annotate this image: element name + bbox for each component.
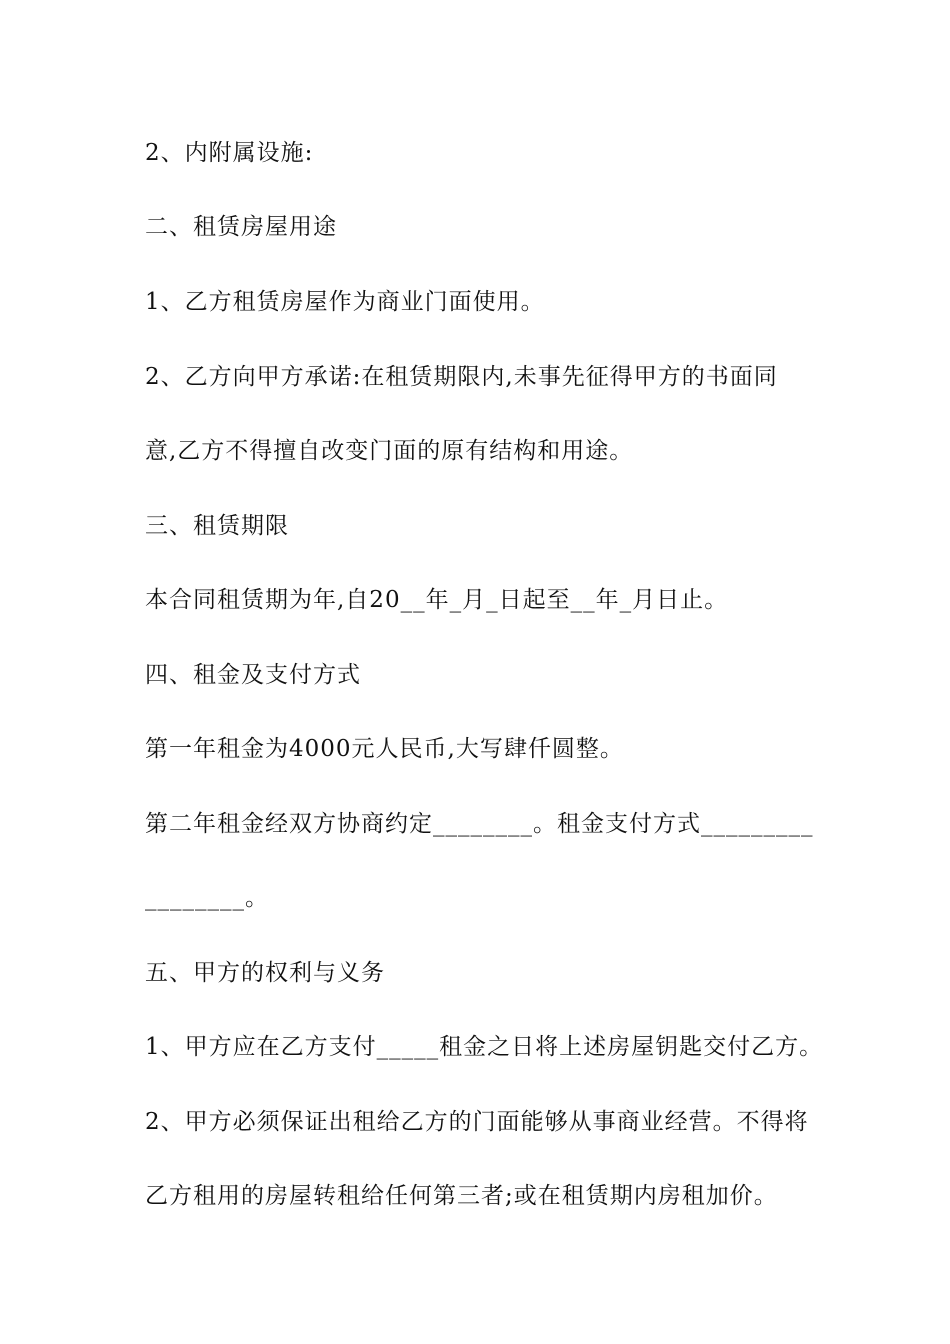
clause-second-year-rent-line2: ________。 xyxy=(145,885,269,911)
section-heading-landlord-rights: 五、甲方的权利与义务 xyxy=(145,960,385,986)
clause-commercial-use: 1、乙方租赁房屋作为商业门面使用。 xyxy=(145,289,545,315)
clause-landlord-guarantee-line1: 2、甲方必须保证出租给乙方的门面能够从事商业经营。不得将 xyxy=(145,1109,809,1135)
section-heading-rental-use: 二、租赁房屋用途 xyxy=(145,214,337,240)
clause-key-handover: 1、甲方应在乙方支付_____租金之日将上述房屋钥匙交付乙方。 xyxy=(145,1034,824,1060)
section-heading-rental-term: 三、租赁期限 xyxy=(145,513,289,539)
section-heading-rent-payment: 四、租金及支付方式 xyxy=(145,662,361,688)
clause-first-year-rent: 第一年租金为4000元人民币,大写肆仟圆整。 xyxy=(145,736,624,762)
clause-rental-period: 本合同租赁期为年,自20__年_月_日起至__年_月日止。 xyxy=(145,587,729,613)
clause-second-year-rent-line1: 第二年租金经双方协商约定________。租金支付方式_________ xyxy=(145,811,814,837)
clause-tenant-promise-line1: 2、乙方向甲方承诺:在租赁期限内,未事先征得甲方的书面同 xyxy=(145,364,778,390)
clause-landlord-guarantee-line2: 乙方租用的房屋转租给任何第三者;或在租赁期内房租加价。 xyxy=(145,1183,778,1209)
item-interior-facilities: 2、内附属设施: xyxy=(145,140,314,166)
clause-tenant-promise-line2: 意,乙方不得擅自改变门面的原有结构和用途。 xyxy=(145,438,634,464)
